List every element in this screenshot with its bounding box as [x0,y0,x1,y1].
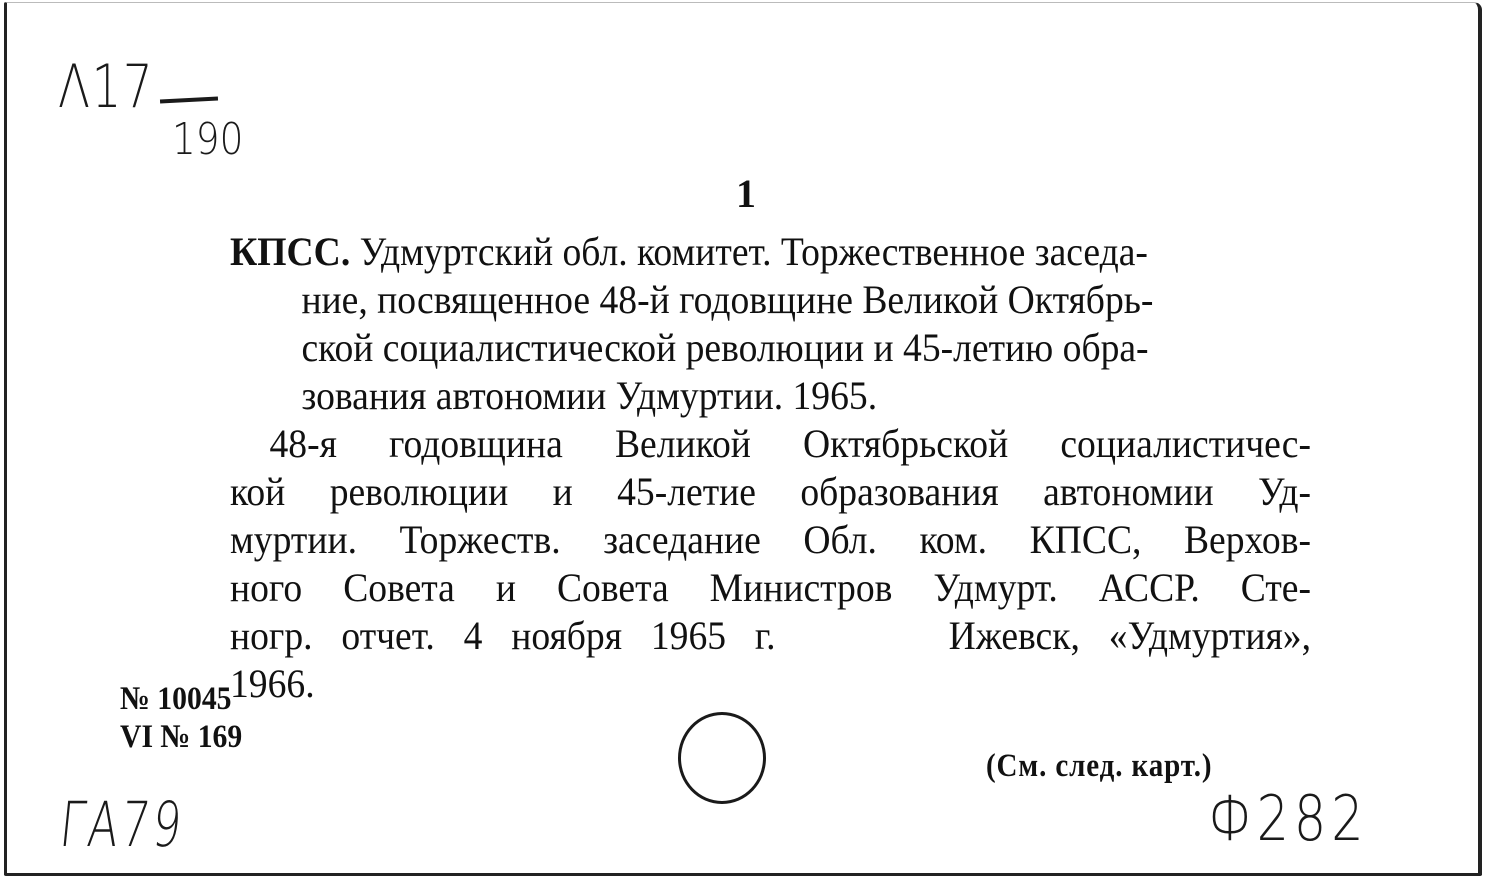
see-next-card-note: (См. след. карт.) [986,748,1213,784]
entry-heading [230,228,1311,420]
description-line: муртии. Торжеств. заседание Обл. ком. КПСС, Верхов- [230,517,1311,562]
punch-hole-icon [678,712,766,804]
bibliographic-entry [230,228,1311,708]
handwritten-note-bottom-left: ГА79 [56,788,188,861]
card-sequence-number: 1 [736,171,756,216]
heading-line: зования автономии Удмуртии. 1965. [301,373,878,418]
handwritten-note-bottom-right: Ф282 [1208,782,1369,855]
inventory-number: № 10045 [120,681,232,717]
heading-organization: КПСС. [230,229,351,274]
description-line: ногр. отчет. 4 ноября 1965 г. Ижевск, «Удмуртия», [230,613,1311,658]
handwritten-call-number-denominator: 190 [172,114,244,165]
inventory-numbers [120,680,242,756]
inventory-number: VI № 169 [120,719,243,755]
heading-line-text: Удмуртский обл. комитет. Торжественное заседа- [359,229,1148,274]
description-line: 48-я годовщина Великой Октябрьской социалистичес- [269,421,1312,466]
heading-line [230,228,1311,276]
entry-description [230,420,1311,708]
handwritten-call-number: Λ17 [58,52,155,122]
description-line: кой революции и 45-летие образования автономии Уд- [230,469,1311,514]
description-line: ного Совета и Совета Министров Удмурт. АССР. Сте- [230,565,1311,610]
heading-line: ние, посвященное 48-й годовщине Великой Октябрь- [301,277,1154,322]
description-line: 1966. [230,661,315,706]
heading-line: ской социалистической революции и 45-летию обра- [301,325,1149,370]
